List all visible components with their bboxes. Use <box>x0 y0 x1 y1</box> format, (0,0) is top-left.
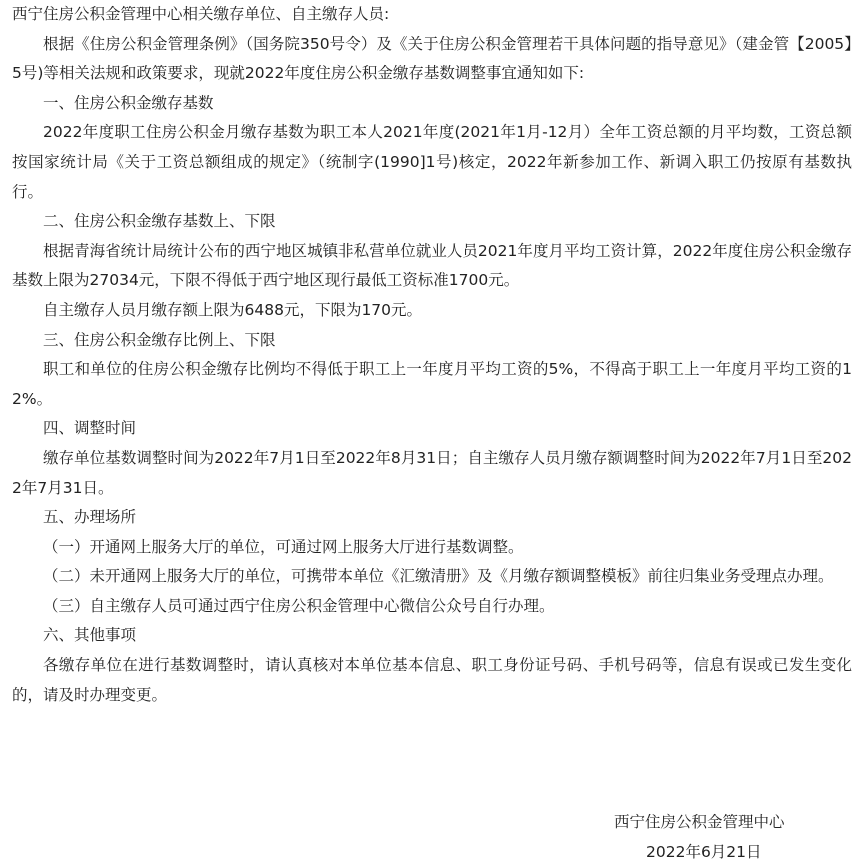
section-heading-ratio: 三、住房公积金缴存比例上、下限 <box>43 330 276 349</box>
notice-body <box>12 0 852 710</box>
section-heading-other: 六、其他事项 <box>43 626 137 645</box>
section-heading-limits: 二、住房公积金缴存基数上、下限 <box>43 212 276 231</box>
section-heading-location: 五、办理场所 <box>43 508 137 527</box>
section-paragraph-self-payment-limits: 自主缴存人员月缴存额上限为6488元，下限为170元。 <box>43 300 423 319</box>
salutation: 西宁住房公积金管理中心相关缴存单位、自主缴存人员: <box>12 5 390 23</box>
intro-paragraph: 根据《住房公积金管理条例》（国务院350号令）及《关于住房公积金管理若干具体问题的指导意见》（建金管【2005】5号)等相关法规和政策要求，现就2022年度住房公积金缴存基数调整事宜通知如下: <box>12 34 852 83</box>
section-paragraph-wechat: （三）自主缴存人员可通过西宁住房公积金管理中心微信公众号自行办理。 <box>43 596 555 615</box>
section-paragraph-limits: 根据青海省统计局统计公布的西宁地区城镇非私营单位就业人员2021年度月平均工资计算，2022年度住房公积金缴存基数上限为27034元，下限不得低于西宁地区现行最低工资标准1700元。 <box>12 241 852 290</box>
section-paragraph-other: 各缴存单位在进行基数调整时，请认真核对本单位基本信息、职工身份证号码、手机号码等，信息有误或已发生变化的，请及时办理变更。 <box>12 656 852 704</box>
signature-date: 2022年6月21日 <box>646 843 762 861</box>
section-heading-base: 一、住房公积金缴存基数 <box>43 93 214 112</box>
signature-organization: 西宁住房公积金管理中心 <box>614 813 785 831</box>
section-paragraph-ratio: 职工和单位的住房公积金缴存比例均不得低于职工上一年度月平均工资的5%，不得高于职工上一年度月平均工资的12%。 <box>12 360 852 408</box>
section-paragraph-offline-office: （二）未开通网上服务大厅的单位，可携带本单位《汇缴清册》及《月缴存额调整模板》前往归集业务受理点办理。 <box>43 567 834 586</box>
section-paragraph-online-hall: （一）开通网上服务大厅的单位，可通过网上服务大厅进行基数调整。 <box>43 537 524 556</box>
signature-block <box>0 808 863 867</box>
section-paragraph-time: 缴存单位基数调整时间为2022年7月1日至2022年8月31日；自主缴存人员月缴存额调整时间为2022年7月1日至2022年7月31日。 <box>12 448 852 497</box>
section-paragraph-base: 2022年度职工住房公积金月缴存基数为职工本人2021年度(2021年1月-12月）全年工资总额的月平均数，工资总额按国家统计局《关于工资总额组成的规定》（统制字(1990]1号)核定，2022年新参加工作、新调入职工仍按原有基数执行。 <box>12 123 852 201</box>
section-heading-time: 四、调整时间 <box>43 419 137 438</box>
